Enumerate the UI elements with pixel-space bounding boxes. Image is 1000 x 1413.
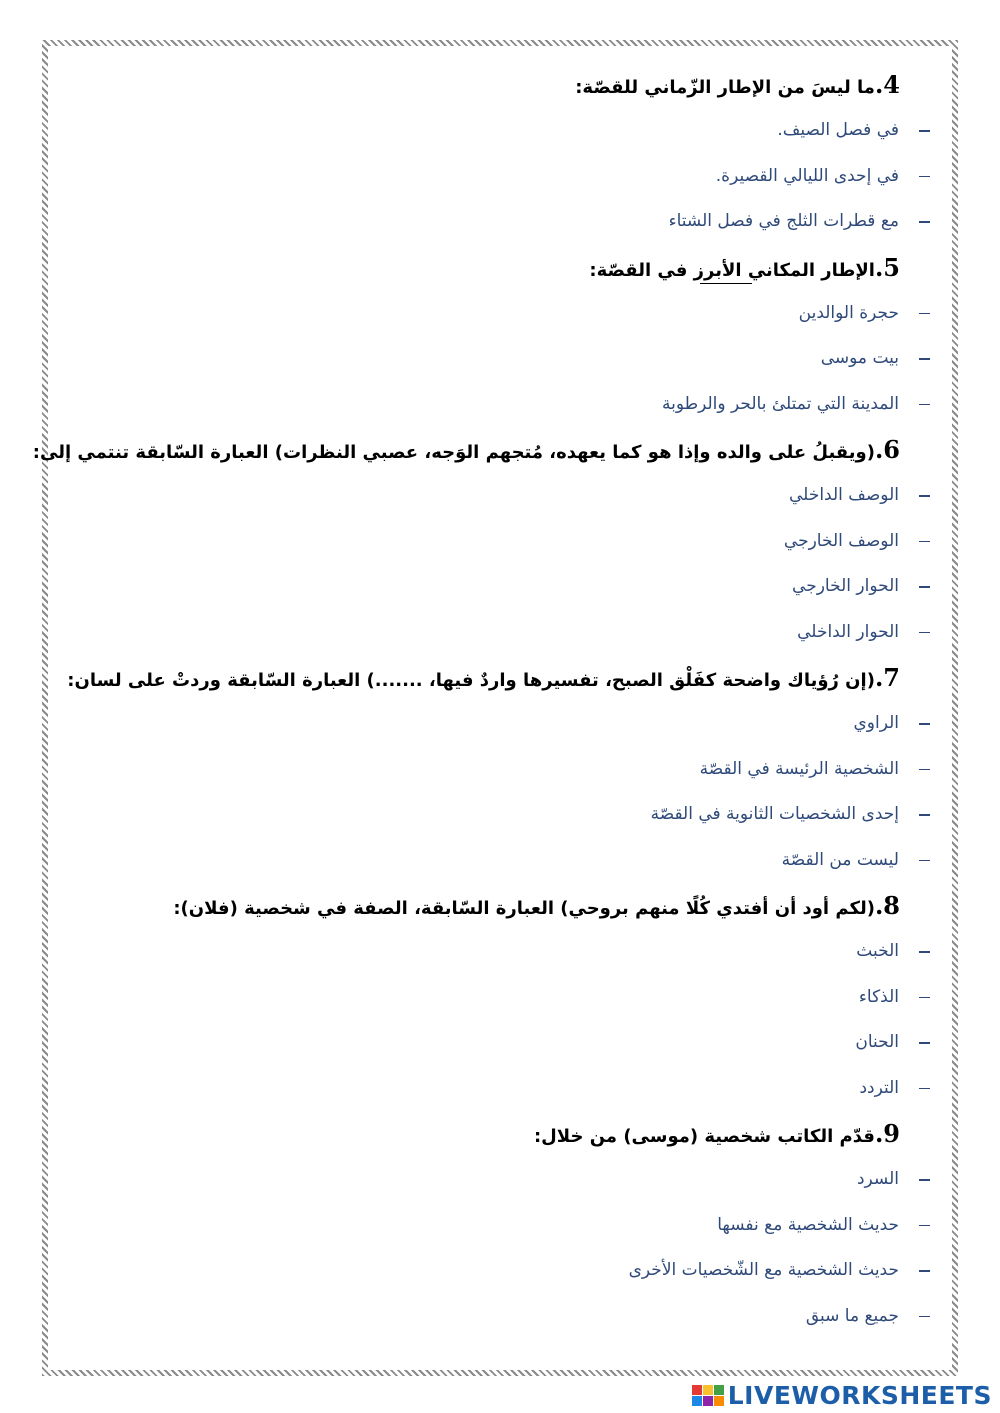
dash-bullet — [919, 1042, 930, 1044]
question-4 — [70, 62, 900, 108]
option-text: في إحدى الليالي القصيرة. — [715, 165, 899, 186]
question-5 — [70, 245, 900, 291]
option-text: التردد — [859, 1077, 899, 1098]
option-text: الوصف الخارجي — [783, 530, 899, 551]
answer-underline — [700, 283, 752, 284]
option-text: في فصل الصيف. — [777, 120, 899, 140]
option-q8-2[interactable] — [70, 975, 900, 1021]
dash-bullet — [919, 221, 930, 223]
option-q4-3[interactable] — [70, 199, 900, 245]
dash-bullet — [919, 1225, 930, 1227]
question-8 — [70, 883, 900, 929]
worksheet-content — [32, 62, 900, 1339]
option-text: مع قطرات الثلج في فصل الشتاء — [668, 211, 899, 231]
option-q5-2[interactable] — [70, 336, 900, 382]
dash-bullet — [919, 860, 930, 862]
option-q7-3[interactable] — [70, 792, 900, 838]
question-6 — [32, 427, 900, 473]
option-q7-4[interactable] — [70, 838, 900, 884]
dash-bullet — [919, 997, 930, 999]
dash-bullet — [919, 358, 930, 360]
question-number: 7. — [874, 663, 900, 692]
dash-bullet — [919, 130, 930, 132]
dash-bullet — [919, 951, 930, 953]
question-number: 4. — [874, 70, 900, 99]
logo-block — [714, 1396, 724, 1406]
option-q4-1[interactable] — [70, 108, 900, 154]
dash-bullet — [919, 1179, 930, 1181]
logo-block — [692, 1385, 702, 1395]
option-text: السرد — [856, 1169, 899, 1189]
question-text: (إن رُؤياك واضحة كفَلْق الصبح، تفسيرها واردٌ فيها، .......) العبارة السّابقة وردتْ على لسان: — [67, 670, 875, 691]
dash-bullet — [919, 1088, 930, 1090]
option-text: حديث الشخصية مع نفسها — [717, 1214, 899, 1235]
option-q5-3[interactable] — [70, 382, 900, 428]
dash-bullet — [919, 632, 930, 634]
dash-bullet — [919, 313, 930, 315]
option-q9-2[interactable] — [70, 1203, 900, 1249]
option-text: إحدى الشخصيات الثانوية في القصّة — [650, 804, 899, 824]
option-q4-2[interactable] — [70, 154, 900, 200]
dash-bullet — [919, 404, 930, 406]
dash-bullet — [919, 769, 930, 771]
option-q8-4[interactable] — [70, 1066, 900, 1112]
option-q9-4[interactable] — [70, 1294, 900, 1340]
option-q7-2[interactable] — [70, 747, 900, 793]
option-q6-4[interactable] — [70, 610, 900, 656]
question-number: 5. — [874, 252, 900, 282]
option-text: الراوي — [853, 713, 899, 733]
question-text: (لكم أود أن أفتدي كُلًا منهم بروحي) العبارة السّابقة، الصفة في شخصية (فلان): — [173, 898, 875, 919]
question-number: 9. — [874, 1119, 900, 1148]
option-q6-3[interactable] — [70, 564, 900, 610]
dash-bullet — [919, 541, 930, 543]
brand-name: LIVEWORKSHEETS — [727, 1380, 992, 1410]
option-text: الخبث — [856, 941, 899, 961]
question-9 — [70, 1111, 900, 1157]
question-number: 6. — [874, 435, 900, 464]
question-text: الإطار المكاني الأبرز في القصّة: — [589, 259, 875, 281]
dash-bullet — [919, 586, 930, 588]
option-text: المدينة التي تمتلئ بالحر والرطوبة — [661, 393, 899, 414]
option-q6-2[interactable] — [70, 519, 900, 565]
option-text: جميع ما سبق — [805, 1305, 899, 1326]
option-q9-3[interactable] — [70, 1248, 900, 1294]
option-text: الشخصية الرئيسة في القصّة — [699, 758, 899, 779]
question-text: (ويقبلُ على والده وإذا هو كما يعهده، مُتجهم الوَجه، عصبي النظرات) العبارة السّابقة تنتمي إلى: — [32, 442, 875, 463]
option-q7-1[interactable] — [70, 701, 900, 747]
question-text: ما ليسَ من الإطار الزّماني للقصّة: — [575, 77, 875, 98]
dash-bullet — [919, 1316, 930, 1318]
question-number: 8. — [874, 891, 900, 920]
logo-block — [703, 1396, 713, 1406]
option-text: الوصف الداخلي — [789, 485, 899, 505]
dash-bullet — [919, 814, 930, 816]
logo-block — [692, 1396, 702, 1406]
question-7 — [67, 655, 900, 701]
option-q9-1[interactable] — [70, 1157, 900, 1203]
option-text: الحوار الخارجي — [792, 576, 899, 596]
logo-block — [703, 1385, 713, 1395]
option-q8-1[interactable] — [70, 929, 900, 975]
option-q6-1[interactable] — [70, 473, 900, 519]
dash-bullet — [919, 495, 930, 497]
dash-bullet — [919, 723, 930, 725]
footer-brand[interactable] — [692, 1380, 992, 1410]
dash-bullet — [919, 1270, 930, 1272]
option-text: الذكاء — [858, 986, 899, 1007]
option-text: حديث الشخصية مع الشّخصيات الأخرى — [628, 1260, 899, 1280]
option-q8-3[interactable] — [70, 1020, 900, 1066]
option-text: الحوار الداخلي — [797, 621, 899, 642]
option-text: ليست من القصّة — [781, 849, 899, 870]
dash-bullet — [919, 176, 930, 178]
option-text: حجرة الوالدين — [798, 302, 899, 323]
liveworksheets-logo-icon — [692, 1385, 724, 1406]
logo-block — [714, 1385, 724, 1395]
option-q5-1[interactable] — [70, 291, 900, 337]
option-text: بيت موسى — [820, 348, 899, 368]
question-text: قدّم الكاتب شخصية (موسى) من خلال: — [533, 1126, 875, 1147]
option-text: الحنان — [855, 1032, 899, 1052]
